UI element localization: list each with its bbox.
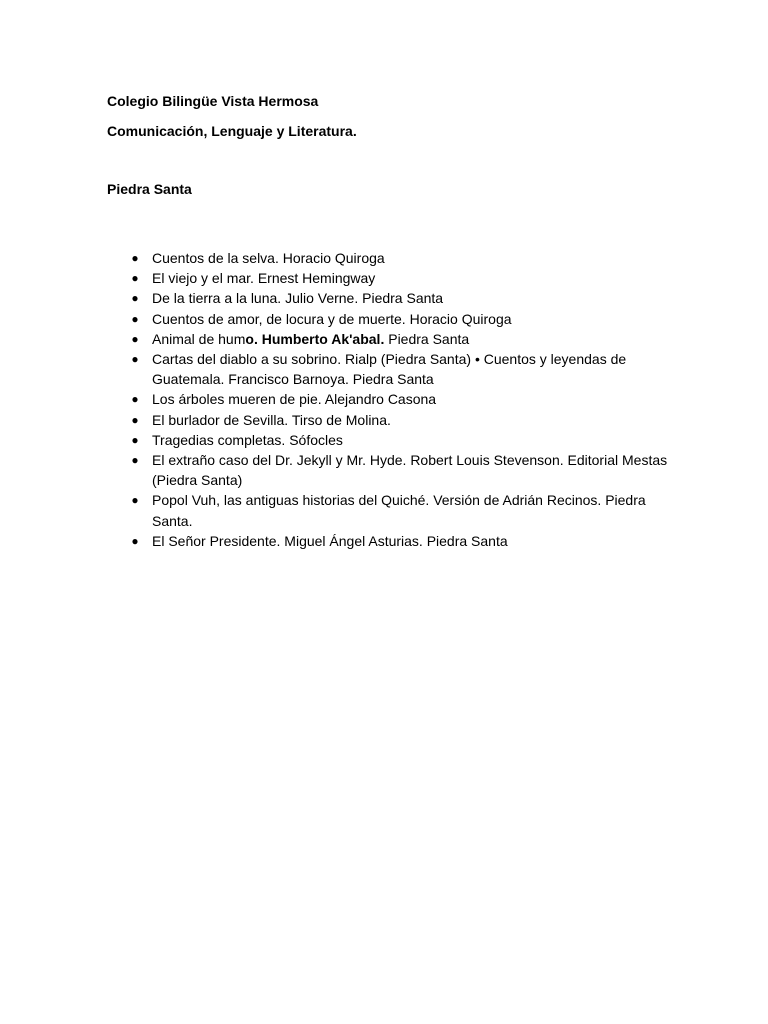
bullet-icon: ● (131, 533, 139, 548)
book-entry: El viejo y el mar. Ernest Hemingway (152, 270, 376, 287)
book-list-item (129, 531, 669, 551)
bullet-icon: ● (131, 352, 139, 367)
book-list-item (129, 329, 669, 349)
subject-title: Comunicación, Lenguaje y Literatura. (107, 123, 357, 139)
book-entry: Cuentos de amor, de locura y de muerte. Horacio Quiroga (152, 310, 512, 327)
book-list-item (129, 450, 669, 490)
bullet-icon: ● (131, 311, 139, 326)
book-entry: De la tierra a la luna. Julio Verne. Piedra Santa (152, 290, 444, 307)
bullet-icon: ● (131, 331, 139, 346)
bullet-icon: ● (131, 271, 139, 286)
bullet-icon: ● (131, 493, 139, 508)
book-list-item (129, 288, 669, 308)
book-entry: El extraño caso del Dr. Jekyll y Mr. Hyde. Robert Louis Stevenson. Editorial Mestas (Piedra Santa) (152, 452, 668, 489)
bullet-icon: ● (131, 291, 139, 306)
school-name: Colegio Bilingüe Vista Hermosa (107, 93, 319, 109)
book-entry: Los árboles mueren de pie. Alejandro Casona (152, 391, 437, 408)
book-list-item (129, 248, 669, 268)
book-entry: El Señor Presidente. Miguel Ángel Asturias. Piedra Santa (152, 532, 508, 549)
book-list-item (129, 430, 669, 450)
bullet-icon: ● (131, 432, 139, 447)
bullet-icon: ● (131, 412, 139, 427)
book-entry: El burlador de Sevilla. Tirso de Molina. (152, 411, 391, 428)
book-list-item (129, 309, 669, 329)
bullet-icon: ● (131, 453, 139, 468)
book-list (129, 248, 669, 551)
book-list-item (129, 410, 669, 430)
book-entry-bold: o. Humberto Ak'abal. (245, 330, 385, 347)
bullet-icon: ● (131, 392, 139, 407)
book-entry: Tragedias completas. Sófocles (152, 431, 343, 448)
bullet-icon: ● (131, 251, 139, 265)
book-entry: Popol Vuh, las antiguas historias del Quiché. Versión de Adrián Recinos. Piedra Santa. (152, 492, 646, 529)
book-entry-suffix: Piedra Santa (384, 330, 470, 347)
book-entry-prefix: Animal de hum (152, 330, 246, 347)
book-list-item (129, 389, 669, 409)
book-entry: Cuentos de la selva. Horacio Quiroga (152, 250, 385, 266)
book-list-item (129, 490, 669, 530)
book-list-item (129, 268, 669, 288)
book-list-item (129, 349, 669, 389)
book-entry: Cartas del diablo a su sobrino. Rialp (Piedra Santa) • Cuentos y leyendas de Guatemala. Francisco Barnoya. Piedra Santa (152, 351, 627, 388)
publisher-heading: Piedra Santa (107, 181, 192, 197)
